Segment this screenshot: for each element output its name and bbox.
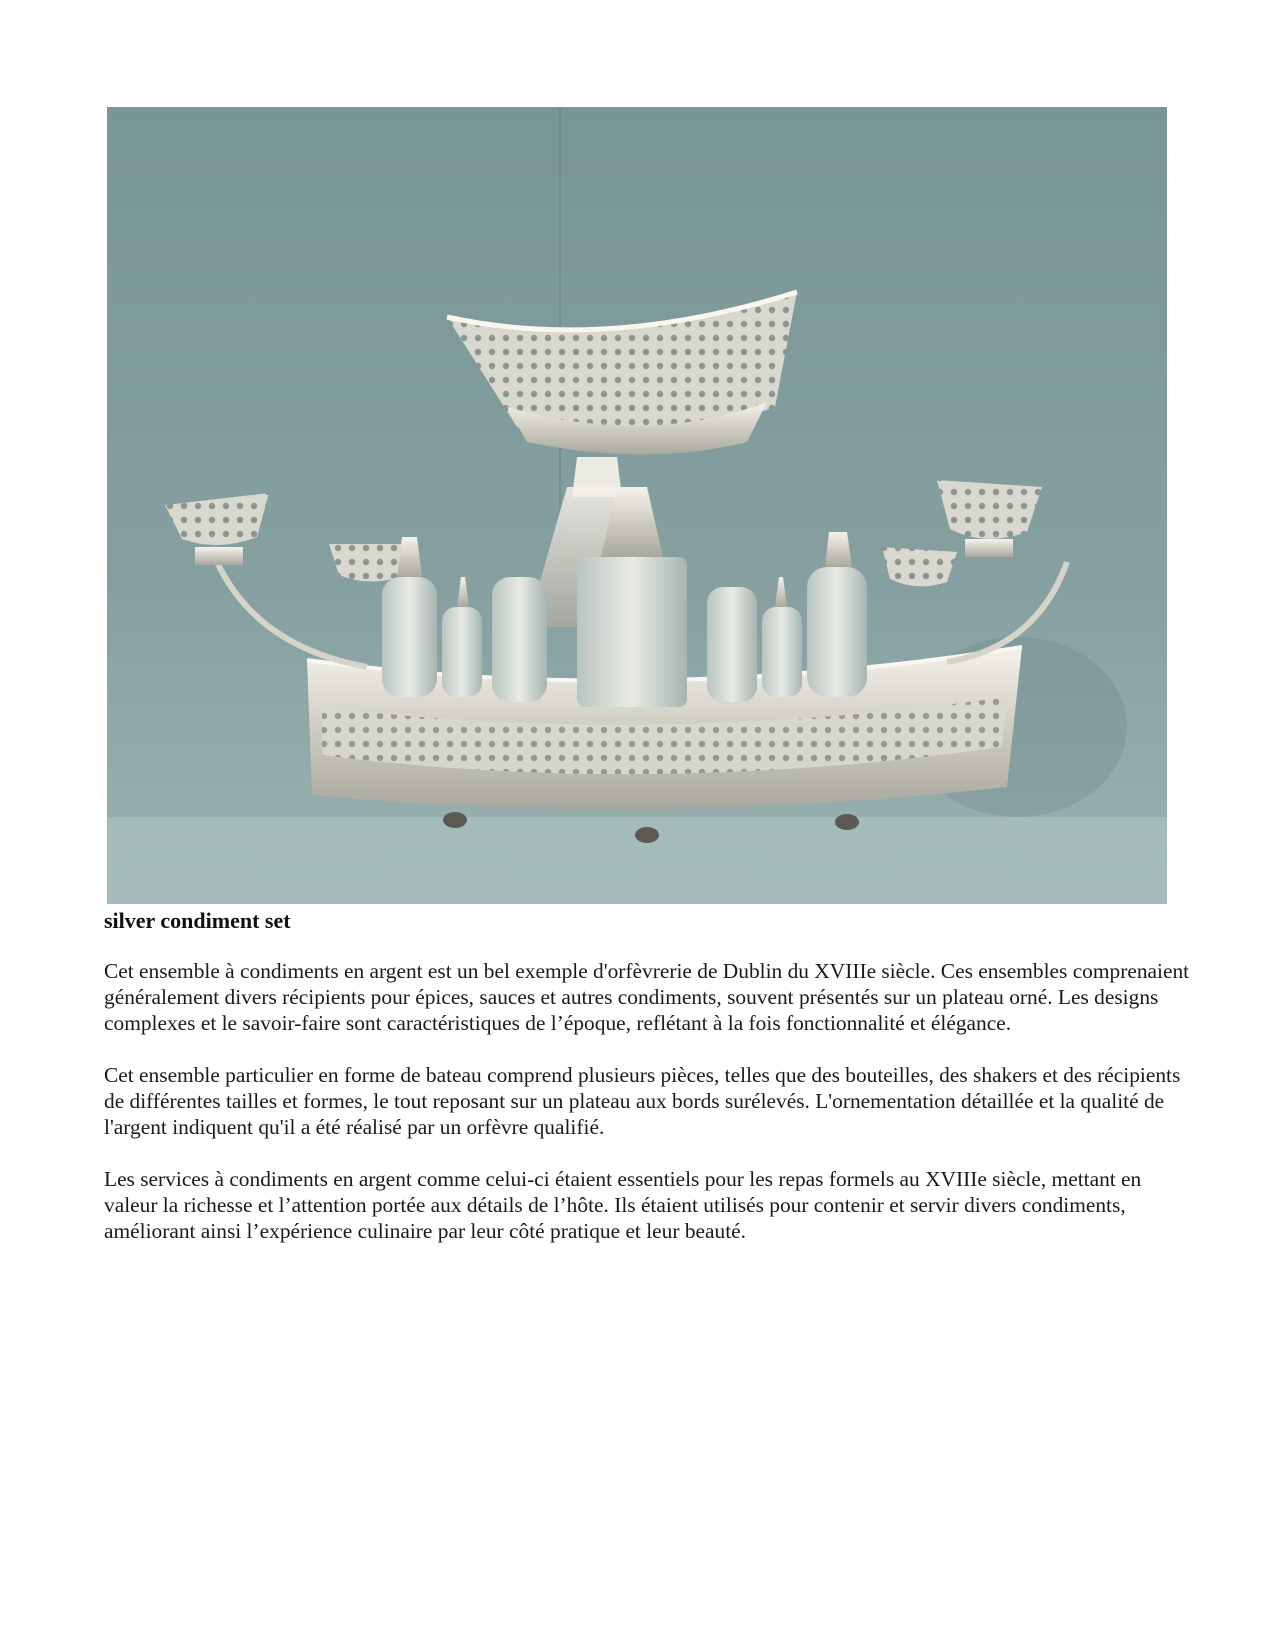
body-text xyxy=(104,958,1194,1270)
paragraph: Cet ensemble particulier en forme de bateau comprend plusieurs pièces, telles que des bouteilles, des shakers et des récipients de différentes tailles et formes, le tout reposant sur un plateau aux bords surélevés. L'ornementation détaillée et la qualité de l'argent indiquent qu'il a été réalisé par un orfèvre qualifié. xyxy=(104,1063,1181,1139)
photo-caption: silver condiment set xyxy=(104,908,291,933)
paragraph: Les services à condiments en argent comme celui-ci étaient essentiels pour les repas formels au XVIIIe siècle, mettant en valeur la richesse et l’attention portée aux détails de l’hôte. Ils étaient utilisés pour contenir et servir divers condiments, améliorant ainsi l’expérience culinaire par leur côté pratique et leur beauté. xyxy=(104,1167,1142,1243)
paragraph: Cet ensemble à condiments en argent est un bel exemple d'orfèvrerie de Dublin du XVIIIe siècle. Ces ensembles comprenaient généralement divers récipients pour épices, sauces et autres condiments, souvent présentés sur un plateau orné. Les designs complexes et le savoir-faire sont caractéristiques de l’époque, reflétant à la fois fonctionnalité et élégance. xyxy=(104,959,1190,1035)
silver-condiment-set-photo xyxy=(107,107,1167,904)
